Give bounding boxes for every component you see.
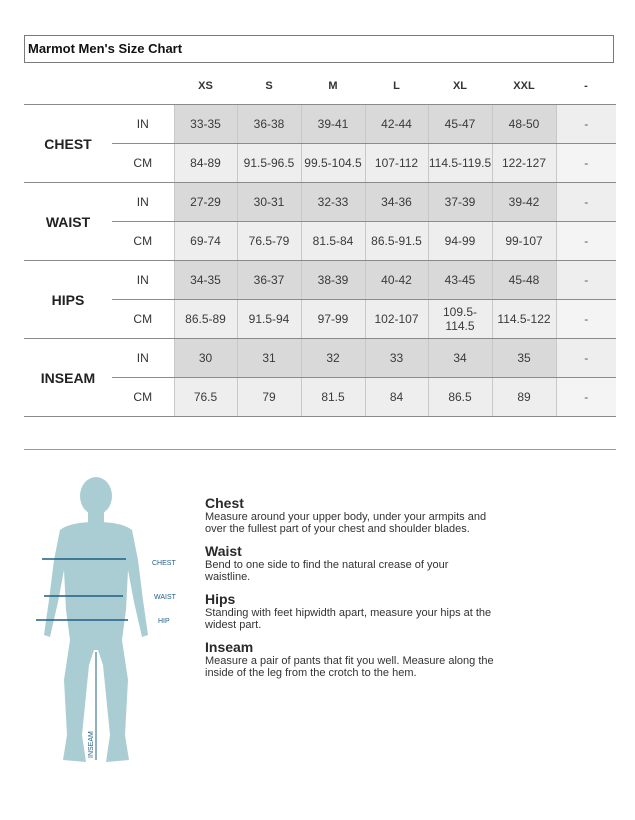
- chest-label: CHEST: [152, 560, 176, 567]
- table-cell: 27-29: [174, 183, 237, 222]
- table-cell: 97-99: [301, 300, 365, 339]
- guide-text: Measure a pair of pants that fit you well. Measure along the inside of the leg from the crotch to the hem.: [205, 655, 494, 679]
- table-cell: -: [556, 144, 616, 183]
- table-cell: 40-42: [365, 261, 428, 300]
- table-cell: 36-38: [237, 105, 301, 144]
- unit-label: CM: [112, 300, 174, 339]
- guide-title: Chest: [205, 495, 244, 511]
- page-title: Marmot Men's Size Chart: [24, 35, 614, 63]
- table-cell: -: [556, 183, 616, 222]
- inseam-label: INSEAM: [88, 731, 95, 758]
- table-cell: 81.5: [301, 378, 365, 417]
- table-cell: 86.5-89: [174, 300, 237, 339]
- table-cell: -: [556, 261, 616, 300]
- guide-hips: [205, 591, 495, 631]
- column-header: M: [301, 67, 365, 105]
- table-row: [24, 378, 616, 417]
- column-header: L: [365, 67, 428, 105]
- table-cell: 109.5-114.5: [428, 300, 492, 339]
- table-cell: 76.5-79: [237, 222, 301, 261]
- unit-label: IN: [112, 183, 174, 222]
- guide-chest: [205, 495, 495, 535]
- header-blank: [112, 67, 174, 105]
- size-chart-table: [24, 67, 616, 417]
- table-row: [24, 339, 616, 378]
- table-row: [24, 300, 616, 339]
- column-header: XXL: [492, 67, 556, 105]
- table-cell: 48-50: [492, 105, 556, 144]
- table-cell: 38-39: [301, 261, 365, 300]
- measurement-group-label: INSEAM: [24, 339, 112, 417]
- guide-inseam: [205, 639, 495, 679]
- unit-label: IN: [112, 339, 174, 378]
- table-cell: 89: [492, 378, 556, 417]
- table-row: [24, 222, 616, 261]
- column-header: -: [556, 67, 616, 105]
- guide-text: Measure around your upper body, under your armpits and over the fullest part of your chest and shoulder blades.: [205, 511, 487, 535]
- table-cell: 36-37: [237, 261, 301, 300]
- table-cell: 81.5-84: [301, 222, 365, 261]
- table-cell: 35: [492, 339, 556, 378]
- table-cell: 33: [365, 339, 428, 378]
- hip-label: HIP: [158, 618, 170, 625]
- table-cell: 34: [428, 339, 492, 378]
- table-cell: 99.5-104.5: [301, 144, 365, 183]
- table-cell: 43-45: [428, 261, 492, 300]
- table-cell: -: [556, 339, 616, 378]
- table-cell: -: [556, 300, 616, 339]
- table-cell: 32: [301, 339, 365, 378]
- table-row: [24, 183, 616, 222]
- table-cell: 114.5-119.5: [428, 144, 492, 183]
- table-cell: 45-47: [428, 105, 492, 144]
- table-cell: 45-48: [492, 261, 556, 300]
- guide-waist: [205, 543, 495, 583]
- unit-label: IN: [112, 105, 174, 144]
- measurement-group-label: CHEST: [24, 105, 112, 183]
- table-cell: 76.5: [174, 378, 237, 417]
- unit-label: CM: [112, 222, 174, 261]
- body-measurement-figure: [30, 470, 190, 770]
- table-cell: 34-35: [174, 261, 237, 300]
- guide-text: Standing with feet hipwidth apart, measure your hips at the widest part.: [205, 607, 492, 631]
- table-cell: 91.5-94: [237, 300, 301, 339]
- guide-title: Waist: [205, 543, 242, 559]
- table-row: [24, 261, 616, 300]
- table-row: [24, 105, 616, 144]
- unit-label: CM: [112, 144, 174, 183]
- guide-title: Inseam: [205, 639, 254, 655]
- table-cell: 37-39: [428, 183, 492, 222]
- table-cell: 79: [237, 378, 301, 417]
- table-cell: -: [556, 222, 616, 261]
- table-cell: 84: [365, 378, 428, 417]
- table-cell: -: [556, 105, 616, 144]
- table-cell: 122-127: [492, 144, 556, 183]
- header-row: [24, 67, 616, 105]
- table-cell: 42-44: [365, 105, 428, 144]
- table-cell: 31: [237, 339, 301, 378]
- table-cell: 33-35: [174, 105, 237, 144]
- table-cell: 99-107: [492, 222, 556, 261]
- table-cell: 30-31: [237, 183, 301, 222]
- table-cell: 39-42: [492, 183, 556, 222]
- column-header: XS: [174, 67, 237, 105]
- table-cell: 34-36: [365, 183, 428, 222]
- waist-label: WAIST: [154, 594, 176, 601]
- table-cell: 91.5-96.5: [237, 144, 301, 183]
- measurement-guides: [205, 495, 495, 687]
- table-row: [24, 144, 616, 183]
- table-cell: 30: [174, 339, 237, 378]
- section-divider: [24, 449, 616, 450]
- measurement-group-label: HIPS: [24, 261, 112, 339]
- guide-title: Hips: [205, 591, 236, 607]
- table-cell: 86.5-91.5: [365, 222, 428, 261]
- unit-label: CM: [112, 378, 174, 417]
- table-cell: 84-89: [174, 144, 237, 183]
- table-cell: 114.5-122: [492, 300, 556, 339]
- table-cell: 69-74: [174, 222, 237, 261]
- column-header: S: [237, 67, 301, 105]
- table-cell: 102-107: [365, 300, 428, 339]
- table-cell: -: [556, 378, 616, 417]
- table-cell: 86.5: [428, 378, 492, 417]
- header-blank: [24, 67, 112, 105]
- guide-text: Bend to one side to find the natural crease of your waistline.: [205, 559, 449, 583]
- column-header: XL: [428, 67, 492, 105]
- table-cell: 107-112: [365, 144, 428, 183]
- unit-label: IN: [112, 261, 174, 300]
- table-cell: 39-41: [301, 105, 365, 144]
- table-cell: 32-33: [301, 183, 365, 222]
- table-cell: 94-99: [428, 222, 492, 261]
- measurement-group-label: WAIST: [24, 183, 112, 261]
